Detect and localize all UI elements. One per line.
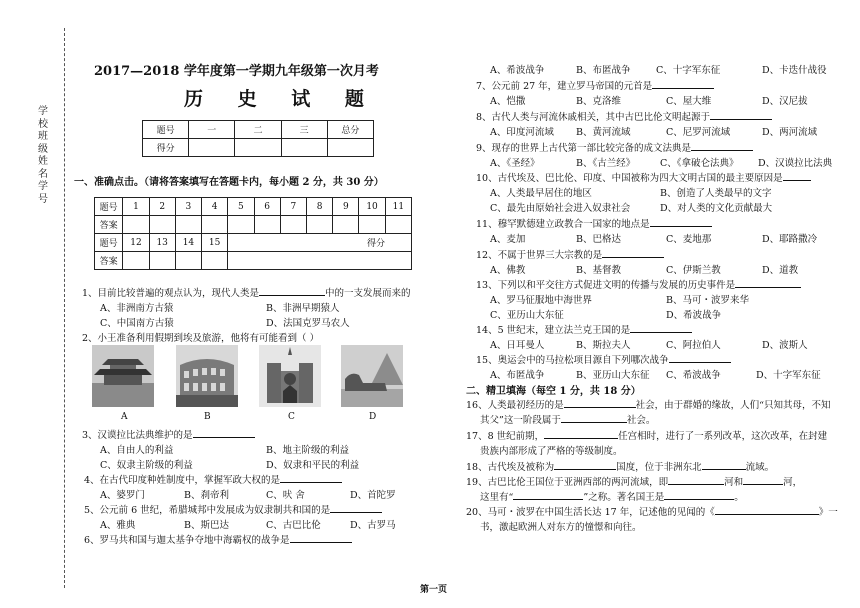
q14-option-d[interactable]: D、波斯人 xyxy=(762,340,808,351)
q7-option-b[interactable]: B、克洛维 xyxy=(576,96,621,107)
q13-option-c[interactable]: C、亚历山大东征 xyxy=(490,310,564,321)
answer-cell: 题号 xyxy=(95,198,123,216)
q19-blank-1[interactable] xyxy=(668,484,724,485)
answer-slot[interactable] xyxy=(175,216,201,234)
q6-blank[interactable] xyxy=(290,542,352,543)
q7-option-d[interactable]: D、汉尼拔 xyxy=(762,96,808,107)
q8-option-d[interactable]: D、两河流域 xyxy=(762,127,818,138)
q3-option-b[interactable]: B、地主阶级的利益 xyxy=(266,445,349,456)
q19-text-5: ”之称。著名国王是 xyxy=(583,492,665,503)
q12-text: 12、不属于世界三大宗教的是 xyxy=(476,250,603,261)
forbidden-city-image[interactable] xyxy=(92,345,154,407)
q1-option-d[interactable]: D、法国克罗马农人 xyxy=(266,318,350,329)
q18-blank-2[interactable] xyxy=(702,469,746,470)
q5-text: 5、公元前 6 世纪，希腊城邦中发展成为奴隶制共和国的是 xyxy=(84,505,331,516)
answer-slot[interactable] xyxy=(123,216,149,234)
q7-option-c[interactable]: C、屋大维 xyxy=(666,96,712,107)
q1-text-end: 中的一支发展而来的 xyxy=(325,288,411,299)
question-9 xyxy=(476,140,753,154)
answer-cell: 14 xyxy=(175,234,201,252)
exam-subject: 历 史 试 题 xyxy=(184,88,378,110)
q3-option-d[interactable]: D、奴隶和平民的利益 xyxy=(266,460,360,471)
question-18 xyxy=(466,459,774,473)
answer-label: 答案 xyxy=(95,252,123,270)
q11-option-a[interactable]: A、麦加 xyxy=(490,234,526,245)
score-cell[interactable] xyxy=(189,139,235,157)
question-17 xyxy=(466,428,827,442)
question-15 xyxy=(476,352,731,366)
q17-text-3: 贵族内部形成了严格的等级制度。 xyxy=(480,446,623,457)
question-6 xyxy=(84,532,352,546)
q18-text-3: 流域。 xyxy=(745,462,775,473)
q15-option-a[interactable]: A、布匿战争 xyxy=(490,370,545,381)
score-table xyxy=(142,120,374,157)
side-class: 班级 xyxy=(38,131,48,155)
q19-text-2: 河和 xyxy=(724,477,744,488)
q11-blank[interactable] xyxy=(650,226,712,227)
question-8 xyxy=(476,109,772,123)
q6-text: 6、罗马共和国与迦太基争夺地中海霸权的战争是 xyxy=(84,535,290,546)
answer-cell: 10 xyxy=(359,198,385,216)
q10-option-b[interactable]: B、创造了人类最早的文字 xyxy=(660,188,772,199)
q20-text-2: 》一 xyxy=(818,507,838,518)
q13-text: 13、下列以和平交往方式促进文明的传播与发展的历史事件是 xyxy=(476,280,736,291)
image-label-b: B xyxy=(204,412,211,422)
answer-cell: 5 xyxy=(228,198,254,216)
q11-option-c[interactable]: C、麦地那 xyxy=(666,234,712,245)
answer-cell: 题号 xyxy=(95,234,123,252)
answer-cell: 11 xyxy=(385,198,411,216)
q9-option-b[interactable]: B、《古兰经》 xyxy=(576,158,636,169)
question-11 xyxy=(476,216,712,230)
answer-slot[interactable] xyxy=(385,216,411,234)
q12-option-d[interactable]: D、道教 xyxy=(762,265,799,276)
q15-option-b[interactable]: B、亚历山大东征 xyxy=(576,370,650,381)
section2-heading: 二、精卫填海（每空 1 分，共 18 分） xyxy=(466,386,641,397)
q14-option-c[interactable]: C、阿拉伯人 xyxy=(666,340,721,351)
answer-cell: 1 xyxy=(123,198,149,216)
q19-text-6: 。 xyxy=(734,492,744,503)
score-cell[interactable] xyxy=(281,139,327,157)
question-2: 2、小王准备利用假期到埃及旅游，他将有可能看到（ ） xyxy=(82,333,320,344)
q12-option-a[interactable]: A、佛教 xyxy=(490,265,526,276)
q19-blank-2[interactable] xyxy=(743,484,783,485)
question-4 xyxy=(84,472,342,486)
answer-cell: 13 xyxy=(149,234,175,252)
image-label-c: C xyxy=(288,412,295,422)
q9-option-c[interactable]: C、《拿破仑法典》 xyxy=(660,158,739,169)
q9-option-a[interactable]: A、《圣经》 xyxy=(490,158,540,169)
answer-score-slot[interactable] xyxy=(228,252,412,270)
notre-dame-image[interactable] xyxy=(259,345,321,407)
q15-option-c[interactable]: C、希波战争 xyxy=(666,370,721,381)
q16-text-3: 其父”这一阶段属于 xyxy=(480,415,561,426)
q6-option-b[interactable]: B、布匿战争 xyxy=(576,65,631,76)
q7-text: 7、公元前 27 年，建立罗马帝国的元首是 xyxy=(476,81,653,92)
q10-option-c[interactable]: C、最先由原始社会进入奴隶社会 xyxy=(490,203,631,214)
answer-label: 答案 xyxy=(95,216,123,234)
q11-option-b[interactable]: B、巴格达 xyxy=(576,234,621,245)
answer-slot[interactable] xyxy=(228,216,254,234)
q12-blank[interactable] xyxy=(602,257,664,258)
q19-blank-4[interactable] xyxy=(664,499,734,500)
q3-blank[interactable] xyxy=(193,437,255,438)
score-header: 总分 xyxy=(327,121,373,139)
q19-text: 19、古巴比伦王国位于亚洲西部的两河流域，即 xyxy=(466,477,669,488)
q6-option-c[interactable]: C、十字军东征 xyxy=(656,65,721,76)
q17-text-2: 任宫相时，进行了一系列改革，这次改革，在封建 xyxy=(618,431,828,442)
answer-cell: 12 xyxy=(123,234,149,252)
question-19 xyxy=(466,474,802,488)
q15-option-d[interactable]: D、十字军东征 xyxy=(756,370,821,381)
q19-blank-3[interactable] xyxy=(513,499,583,500)
q6-option-a[interactable]: A、希波战争 xyxy=(490,65,545,76)
q7-blank[interactable] xyxy=(652,88,714,89)
q18-text-2: 国度，位于非洲东北 xyxy=(616,462,702,473)
q14-text: 14、5 世纪末，建立法兰克王国的是 xyxy=(476,325,631,336)
q15-text: 15、奥运会中的马拉松项目源自下列哪次战争 xyxy=(476,355,669,366)
q10-option-d[interactable]: D、对人类的文化贡献最大 xyxy=(660,203,773,214)
q9-blank[interactable] xyxy=(691,150,753,151)
q19-text-3: 河， xyxy=(783,477,803,488)
q6-option-d[interactable]: D、卡迭什战役 xyxy=(762,65,827,76)
question-5 xyxy=(84,502,382,516)
score-header: 二 xyxy=(235,121,281,139)
page-number: 第一页 xyxy=(420,585,448,595)
q13-blank[interactable] xyxy=(735,287,801,288)
q13-option-b[interactable]: B、马可・波罗来华 xyxy=(666,295,749,306)
answer-cell: 4 xyxy=(202,198,228,216)
q8-option-a[interactable]: A、印度河流域 xyxy=(490,127,554,138)
q5-blank[interactable] xyxy=(330,512,382,513)
q8-blank[interactable] xyxy=(710,119,772,120)
binding-line xyxy=(64,28,65,588)
q9-text: 9、现存的世界上古代第一部比较完备的成文法典是 xyxy=(476,143,692,154)
question-14 xyxy=(476,322,692,336)
score-label: 得分 xyxy=(143,139,189,157)
score-header: 三 xyxy=(281,121,327,139)
answer-score-label: 得分 xyxy=(228,234,412,252)
q4-option-d[interactable]: D、首陀罗 xyxy=(350,490,396,501)
q1-text: 1、目前比较普遍的观点认为，现代人类是 xyxy=(82,288,260,299)
score-header: 题号 xyxy=(143,121,189,139)
q12-option-c[interactable]: C、伊斯兰教 xyxy=(666,265,721,276)
q8-option-b[interactable]: B、黄河流域 xyxy=(576,127,631,138)
question-16-cont xyxy=(480,412,655,426)
score-cell[interactable] xyxy=(327,139,373,157)
q14-option-b[interactable]: B、斯拉夫人 xyxy=(576,340,631,351)
q4-option-b[interactable]: B、刹帝利 xyxy=(184,490,229,501)
question-7 xyxy=(476,78,714,92)
image-label-a: A xyxy=(121,412,128,422)
q12-option-b[interactable]: B、基督教 xyxy=(576,265,621,276)
q19-text-4: 这里有“ xyxy=(480,492,514,503)
sphinx-image[interactable] xyxy=(341,345,403,407)
q5-option-b[interactable]: B、斯巴达 xyxy=(184,520,229,531)
answer-slot[interactable] xyxy=(280,216,306,234)
q5-option-c[interactable]: C、古巴比伦 xyxy=(266,520,321,531)
q14-option-a[interactable]: A、日耳曼人 xyxy=(490,340,545,351)
answer-cell: 8 xyxy=(306,198,332,216)
q8-option-c[interactable]: C、尼罗河流域 xyxy=(666,127,731,138)
q11-text: 11、穆罕默德建立政教合一国家的地点是 xyxy=(476,219,650,230)
question-12 xyxy=(476,247,664,261)
side-labels xyxy=(38,106,52,206)
section1-heading: 一、准确点击。（请将答案填写在答题卡内，每小题 2 分，共 30 分） xyxy=(74,177,384,188)
answer-slot[interactable] xyxy=(254,216,280,234)
q17-text: 17、8 世纪前期， xyxy=(466,431,545,442)
q20-text: 20、马可・波罗在中国生活长达 17 年，记述他的见闻的《 xyxy=(466,507,715,518)
q5-option-a[interactable]: A、雅典 xyxy=(100,520,136,531)
q18-blank-1[interactable] xyxy=(554,469,616,470)
q16-text: 16、人类最初经历的是 xyxy=(466,400,564,411)
answer-slot[interactable] xyxy=(202,252,228,270)
q15-blank[interactable] xyxy=(669,362,731,363)
q11-option-d[interactable]: D、耶路撒冷 xyxy=(762,234,818,245)
side-name: 姓名 xyxy=(38,156,48,180)
q1-option-b[interactable]: B、非洲早期猿人 xyxy=(266,303,340,314)
question-1 xyxy=(82,285,411,299)
q16-blank-1[interactable] xyxy=(564,407,636,408)
question-13 xyxy=(476,277,801,291)
q8-text: 8、古代人类与河流休戚相关，其中古巴比伦文明起源于 xyxy=(476,112,711,123)
score-header: 一 xyxy=(189,121,235,139)
answer-slot[interactable] xyxy=(202,216,228,234)
q16-text-2: 社会，由于群婚的缘故，人们“只知其母，不知 xyxy=(635,400,831,411)
image-label-d: D xyxy=(369,412,377,422)
q7-option-a[interactable]: A、恺撒 xyxy=(490,96,526,107)
answer-table xyxy=(94,197,412,270)
q4-text: 4、在古代印度种姓制度中，掌握军政大权的是 xyxy=(84,475,281,486)
q17-blank[interactable] xyxy=(544,438,618,439)
answer-slot[interactable] xyxy=(149,252,175,270)
answer-slot[interactable] xyxy=(175,252,201,270)
side-number: 学号 xyxy=(38,181,48,205)
q3-text: 3、汉谟拉比法典维护的是 xyxy=(82,430,193,441)
question-3 xyxy=(82,427,255,441)
q9-option-d[interactable]: D、汉谟拉比法典 xyxy=(758,158,833,169)
q5-option-d[interactable]: D、古罗马 xyxy=(350,520,396,531)
answer-cell: 15 xyxy=(202,234,228,252)
q14-blank[interactable] xyxy=(630,332,692,333)
q10-text: 10、古代埃及、巴比伦、印度、中国被称为四大文明古国的最主要原因是 xyxy=(476,173,783,184)
answer-slot[interactable] xyxy=(306,216,332,234)
q13-option-a[interactable]: A、罗马征服地中海世界 xyxy=(490,295,592,306)
q1-option-a[interactable]: A、非洲南方古猿 xyxy=(100,303,174,314)
question-10 xyxy=(476,170,811,184)
q4-option-a[interactable]: A、婆罗门 xyxy=(100,490,145,501)
q3-option-a[interactable]: A、自由人的利益 xyxy=(100,445,174,456)
answer-cell: 6 xyxy=(254,198,280,216)
answer-cell: 2 xyxy=(149,198,175,216)
answer-slot[interactable] xyxy=(359,216,385,234)
answer-cell: 7 xyxy=(280,198,306,216)
side-school: 学校 xyxy=(38,106,48,130)
q4-blank[interactable] xyxy=(280,482,342,483)
q13-option-d[interactable]: D、希波战争 xyxy=(666,310,722,321)
q18-text: 18、古代埃及被称为 xyxy=(466,462,555,473)
score-cell[interactable] xyxy=(235,139,281,157)
q10-blank[interactable] xyxy=(783,180,811,181)
q10-option-a[interactable]: A、人类最早居住的地区 xyxy=(490,188,592,199)
q20-text-3: 书，激起欧洲人对东方的憧憬和向往。 xyxy=(480,522,642,533)
q16-blank-2[interactable] xyxy=(561,422,627,423)
answer-slot[interactable] xyxy=(149,216,175,234)
question-19-cont xyxy=(480,489,744,503)
q16-text-4: 社会。 xyxy=(626,415,656,426)
q3-option-c[interactable]: C、奴隶主阶级的利益 xyxy=(100,460,193,471)
question-16 xyxy=(466,397,830,411)
answer-cell: 9 xyxy=(333,198,359,216)
colosseum-image[interactable] xyxy=(176,345,238,407)
q1-blank[interactable] xyxy=(259,295,325,296)
answer-slot[interactable] xyxy=(123,252,149,270)
q20-blank[interactable] xyxy=(715,514,819,515)
answer-slot[interactable] xyxy=(333,216,359,234)
q4-option-c[interactable]: C、吠 舍 xyxy=(266,490,305,501)
q1-option-c[interactable]: C、中国南方古猿 xyxy=(100,318,174,329)
exam-title: 2017—2018 学年度第一学期九年级第一次月考 xyxy=(94,64,379,79)
question-20 xyxy=(466,504,838,518)
answer-cell: 3 xyxy=(175,198,201,216)
